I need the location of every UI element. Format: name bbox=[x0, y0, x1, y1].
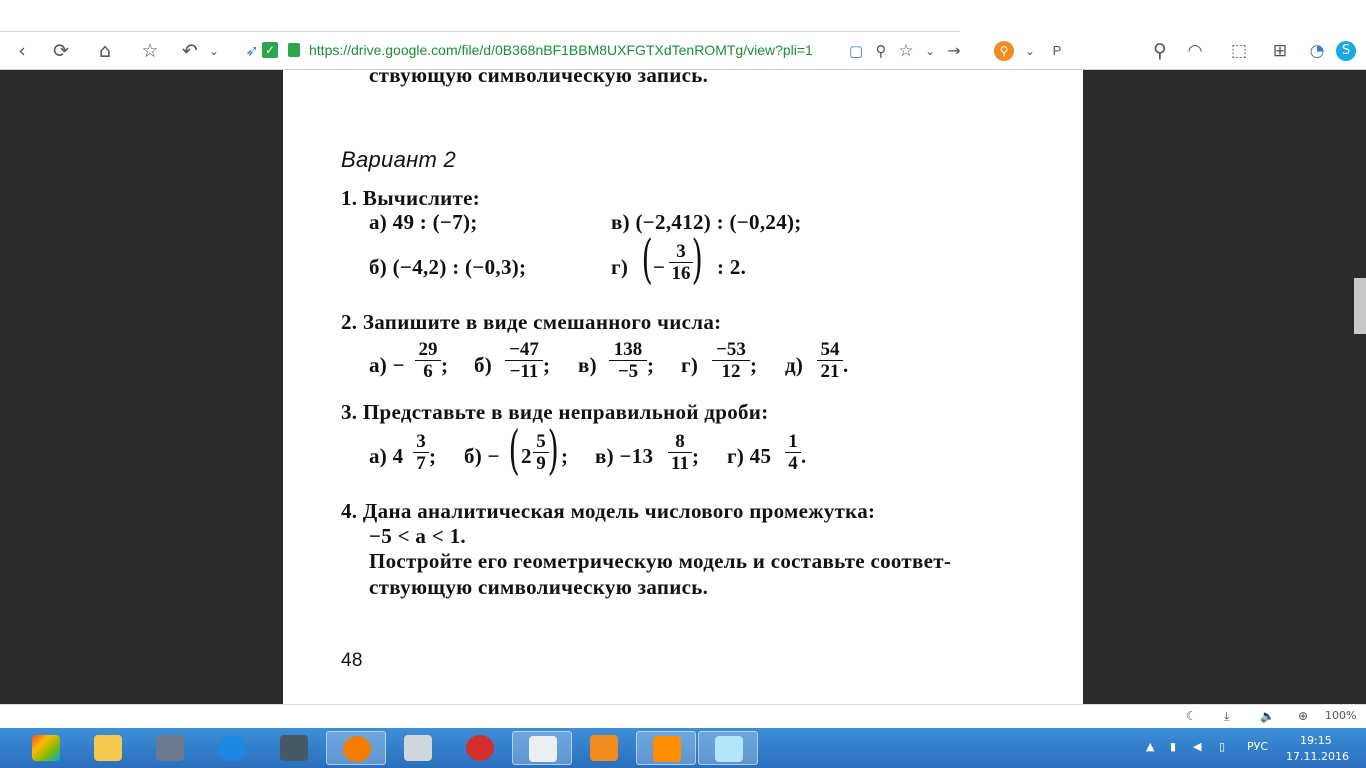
numerator: −53 bbox=[712, 340, 750, 361]
address-bar[interactable]: https://drive.google.com/file/d/0B368nBF1BBM8UXFGTXdTenROMTg/view?pli=1 bbox=[309, 42, 813, 58]
start-button[interactable] bbox=[16, 731, 76, 765]
denominator: 12 bbox=[721, 361, 741, 382]
numerator: 54 bbox=[817, 340, 843, 361]
lock-icon bbox=[288, 43, 300, 57]
numerator: 8 bbox=[668, 432, 692, 453]
media-icon bbox=[156, 735, 184, 761]
reload-icon[interactable]: ⟳ bbox=[53, 40, 69, 62]
check-icon: ✓ bbox=[262, 42, 278, 58]
apps-icon[interactable]: ⊞ bbox=[1272, 41, 1288, 61]
notes-icon bbox=[715, 736, 743, 762]
folder-icon bbox=[94, 735, 122, 761]
q1-g-minus: − bbox=[653, 255, 666, 279]
media-button[interactable] bbox=[140, 731, 200, 765]
q3-g-label: г) 45 bbox=[727, 444, 772, 468]
q3-v-label: в) −13 bbox=[595, 444, 654, 468]
denominator: −11 bbox=[509, 361, 539, 382]
ie-icon bbox=[218, 735, 246, 761]
browser-toolbar bbox=[0, 32, 1366, 70]
q4-line4: ствующую символическую запись. bbox=[369, 575, 709, 599]
screenshot-icon[interactable]: ⬚ bbox=[1230, 41, 1248, 61]
separator: ; bbox=[441, 353, 449, 377]
volume-tray-icon[interactable]: ◀ bbox=[1193, 740, 1202, 753]
numerator: 138 bbox=[609, 340, 647, 361]
network-icon bbox=[280, 735, 308, 761]
numerator: −47 bbox=[505, 340, 543, 361]
q2-g-fraction bbox=[712, 340, 750, 382]
star-icon[interactable]: ☆ bbox=[898, 41, 914, 61]
q3-title: 3. Представьте в виде неправильной дроби: bbox=[341, 400, 769, 424]
calculator-button[interactable] bbox=[388, 731, 448, 765]
key-icon[interactable]: ⚲ bbox=[875, 42, 887, 60]
q1-g-fraction bbox=[669, 242, 693, 284]
tab-strip bbox=[0, 0, 1366, 32]
q2-title: 2. Запишите в виде смешанного числа: bbox=[341, 310, 722, 334]
q1-b: б) (−4,2) : (−0,3); bbox=[369, 255, 527, 279]
q3-a-fraction bbox=[413, 432, 429, 474]
amigo-button[interactable] bbox=[636, 731, 696, 765]
previous-tail-text: ствующую символическую запись. bbox=[369, 70, 709, 87]
go-arrow-icon[interactable]: → bbox=[947, 41, 961, 60]
q2-a-fraction bbox=[415, 340, 441, 382]
q1-title: 1. Вычислите: bbox=[341, 186, 481, 210]
denominator: 4 bbox=[788, 453, 798, 474]
rocket-icon: ➶ bbox=[245, 41, 259, 60]
back-icon[interactable]: ‹ bbox=[18, 40, 26, 62]
speed-icon[interactable]: ◔ bbox=[1309, 41, 1325, 61]
bookmark-star-icon[interactable]: ☆ bbox=[141, 40, 159, 62]
end-period: . bbox=[843, 353, 849, 377]
network-button[interactable] bbox=[264, 731, 324, 765]
document-page bbox=[283, 70, 1083, 704]
windows-icon bbox=[32, 735, 60, 761]
q3-a-label: а) 4 bbox=[369, 444, 404, 468]
q1-g-label: г) bbox=[611, 255, 629, 279]
q4-line2: −5 < a < 1. bbox=[369, 524, 466, 548]
q2-g-label: г) bbox=[681, 353, 699, 377]
document-icon bbox=[529, 736, 557, 762]
q4-line1: 4. Дана аналитическая модель числового промежутка: bbox=[341, 499, 876, 523]
language-indicator[interactable]: РУС bbox=[1247, 740, 1269, 753]
numerator: 5 bbox=[533, 432, 549, 453]
q2-v-fraction bbox=[609, 340, 647, 382]
scrollbar-thumb[interactable] bbox=[1354, 278, 1366, 334]
q2-b-fraction bbox=[505, 340, 543, 382]
undo-icon[interactable]: ↶ bbox=[182, 40, 198, 62]
q1-a: а) 49 : (−7); bbox=[369, 210, 478, 234]
home-icon[interactable]: ⌂ bbox=[98, 40, 112, 62]
denominator: 16 bbox=[671, 263, 691, 284]
q3-b-whole: 2 bbox=[521, 444, 532, 468]
numerator: 3 bbox=[413, 432, 429, 453]
taskbar bbox=[0, 728, 1366, 768]
q2-d-fraction bbox=[817, 340, 843, 382]
document-viewer[interactable] bbox=[0, 70, 1366, 704]
clock-time[interactable]: 19:15 bbox=[1300, 734, 1332, 747]
q4-line3: Постройте его геометрическую модель и составьте соответ- bbox=[369, 549, 952, 573]
volume-icon[interactable]: 🔈 bbox=[1260, 709, 1275, 723]
denominator: −5 bbox=[617, 361, 639, 382]
q3-g-fraction bbox=[785, 432, 801, 474]
uc-browser-button[interactable] bbox=[326, 731, 386, 765]
q3-b-label: б) − bbox=[464, 444, 500, 468]
chevron-down-icon[interactable]: ⌄ bbox=[1024, 44, 1036, 58]
battery-icon[interactable]: ▯ bbox=[1219, 740, 1226, 753]
separator: ; bbox=[543, 353, 551, 377]
search-app-icon bbox=[590, 735, 618, 761]
separator: ; bbox=[692, 444, 700, 468]
q1-g-suffix: : 2. bbox=[717, 255, 747, 279]
chevron-down-icon[interactable]: ⌄ bbox=[924, 44, 936, 58]
skype-icon[interactable]: S bbox=[1336, 41, 1356, 61]
separator: ; bbox=[647, 353, 655, 377]
opera-icon bbox=[466, 735, 494, 761]
chevron-down-icon[interactable]: ⌄ bbox=[208, 44, 220, 58]
q2-a-label: а) − bbox=[369, 353, 405, 377]
q2-v-label: в) bbox=[578, 353, 597, 377]
uc-icon bbox=[343, 736, 371, 762]
right-paren: ) bbox=[691, 230, 703, 290]
left-paren: ( bbox=[641, 230, 653, 290]
notes-button[interactable] bbox=[698, 731, 758, 765]
separator: ; bbox=[750, 353, 758, 377]
left-paren: ( bbox=[508, 421, 520, 481]
clock-date[interactable]: 17.11.2016 bbox=[1286, 750, 1349, 763]
right-paren: ) bbox=[547, 421, 559, 481]
signal-icon[interactable]: ▮ bbox=[1170, 740, 1177, 753]
download-icon[interactable]: ⤓ bbox=[1224, 709, 1230, 723]
amigo-icon bbox=[653, 736, 681, 762]
zoom-icon[interactable]: ⊕ bbox=[1298, 709, 1309, 723]
numerator: 29 bbox=[415, 340, 441, 361]
wifi-icon[interactable]: ◠ bbox=[1187, 41, 1203, 61]
numerator: 3 bbox=[669, 242, 693, 263]
variant-heading: Вариант 2 bbox=[341, 147, 457, 172]
end-period: . bbox=[801, 444, 807, 468]
page-icon[interactable]: ▢ bbox=[848, 42, 864, 60]
zoom-level[interactable]: 100% bbox=[1325, 709, 1357, 722]
explorer-button[interactable] bbox=[78, 731, 138, 765]
separator: ; bbox=[429, 444, 437, 468]
ie-button[interactable] bbox=[202, 731, 262, 765]
q2-d-label: д) bbox=[785, 353, 804, 377]
denominator: 11 bbox=[671, 453, 689, 474]
search-icon[interactable]: ⚲ bbox=[1153, 40, 1167, 62]
denominator: 7 bbox=[416, 453, 426, 474]
night-mode-icon[interactable]: ☾ bbox=[1186, 709, 1197, 723]
tray-up-icon[interactable]: ▲ bbox=[1146, 740, 1155, 753]
denominator: 6 bbox=[423, 361, 433, 382]
document-button[interactable] bbox=[512, 731, 572, 765]
calculator-icon bbox=[404, 735, 432, 761]
denominator: 9 bbox=[536, 453, 546, 474]
opera-button[interactable] bbox=[450, 731, 510, 765]
search-app-button[interactable] bbox=[574, 731, 634, 765]
denominator: 21 bbox=[820, 361, 840, 382]
q3-v-fraction bbox=[668, 432, 692, 474]
numerator: 1 bbox=[785, 432, 801, 453]
status-bar bbox=[0, 704, 1366, 728]
search-engine-icon[interactable]: ⚲ bbox=[994, 41, 1014, 61]
q2-b-label: б) bbox=[474, 353, 493, 377]
separator: ; bbox=[561, 444, 569, 468]
q1-v: в) (−2,412) : (−0,24); bbox=[611, 210, 802, 234]
page-number: 48 bbox=[341, 650, 363, 671]
search-input[interactable]: P bbox=[1052, 43, 1062, 58]
